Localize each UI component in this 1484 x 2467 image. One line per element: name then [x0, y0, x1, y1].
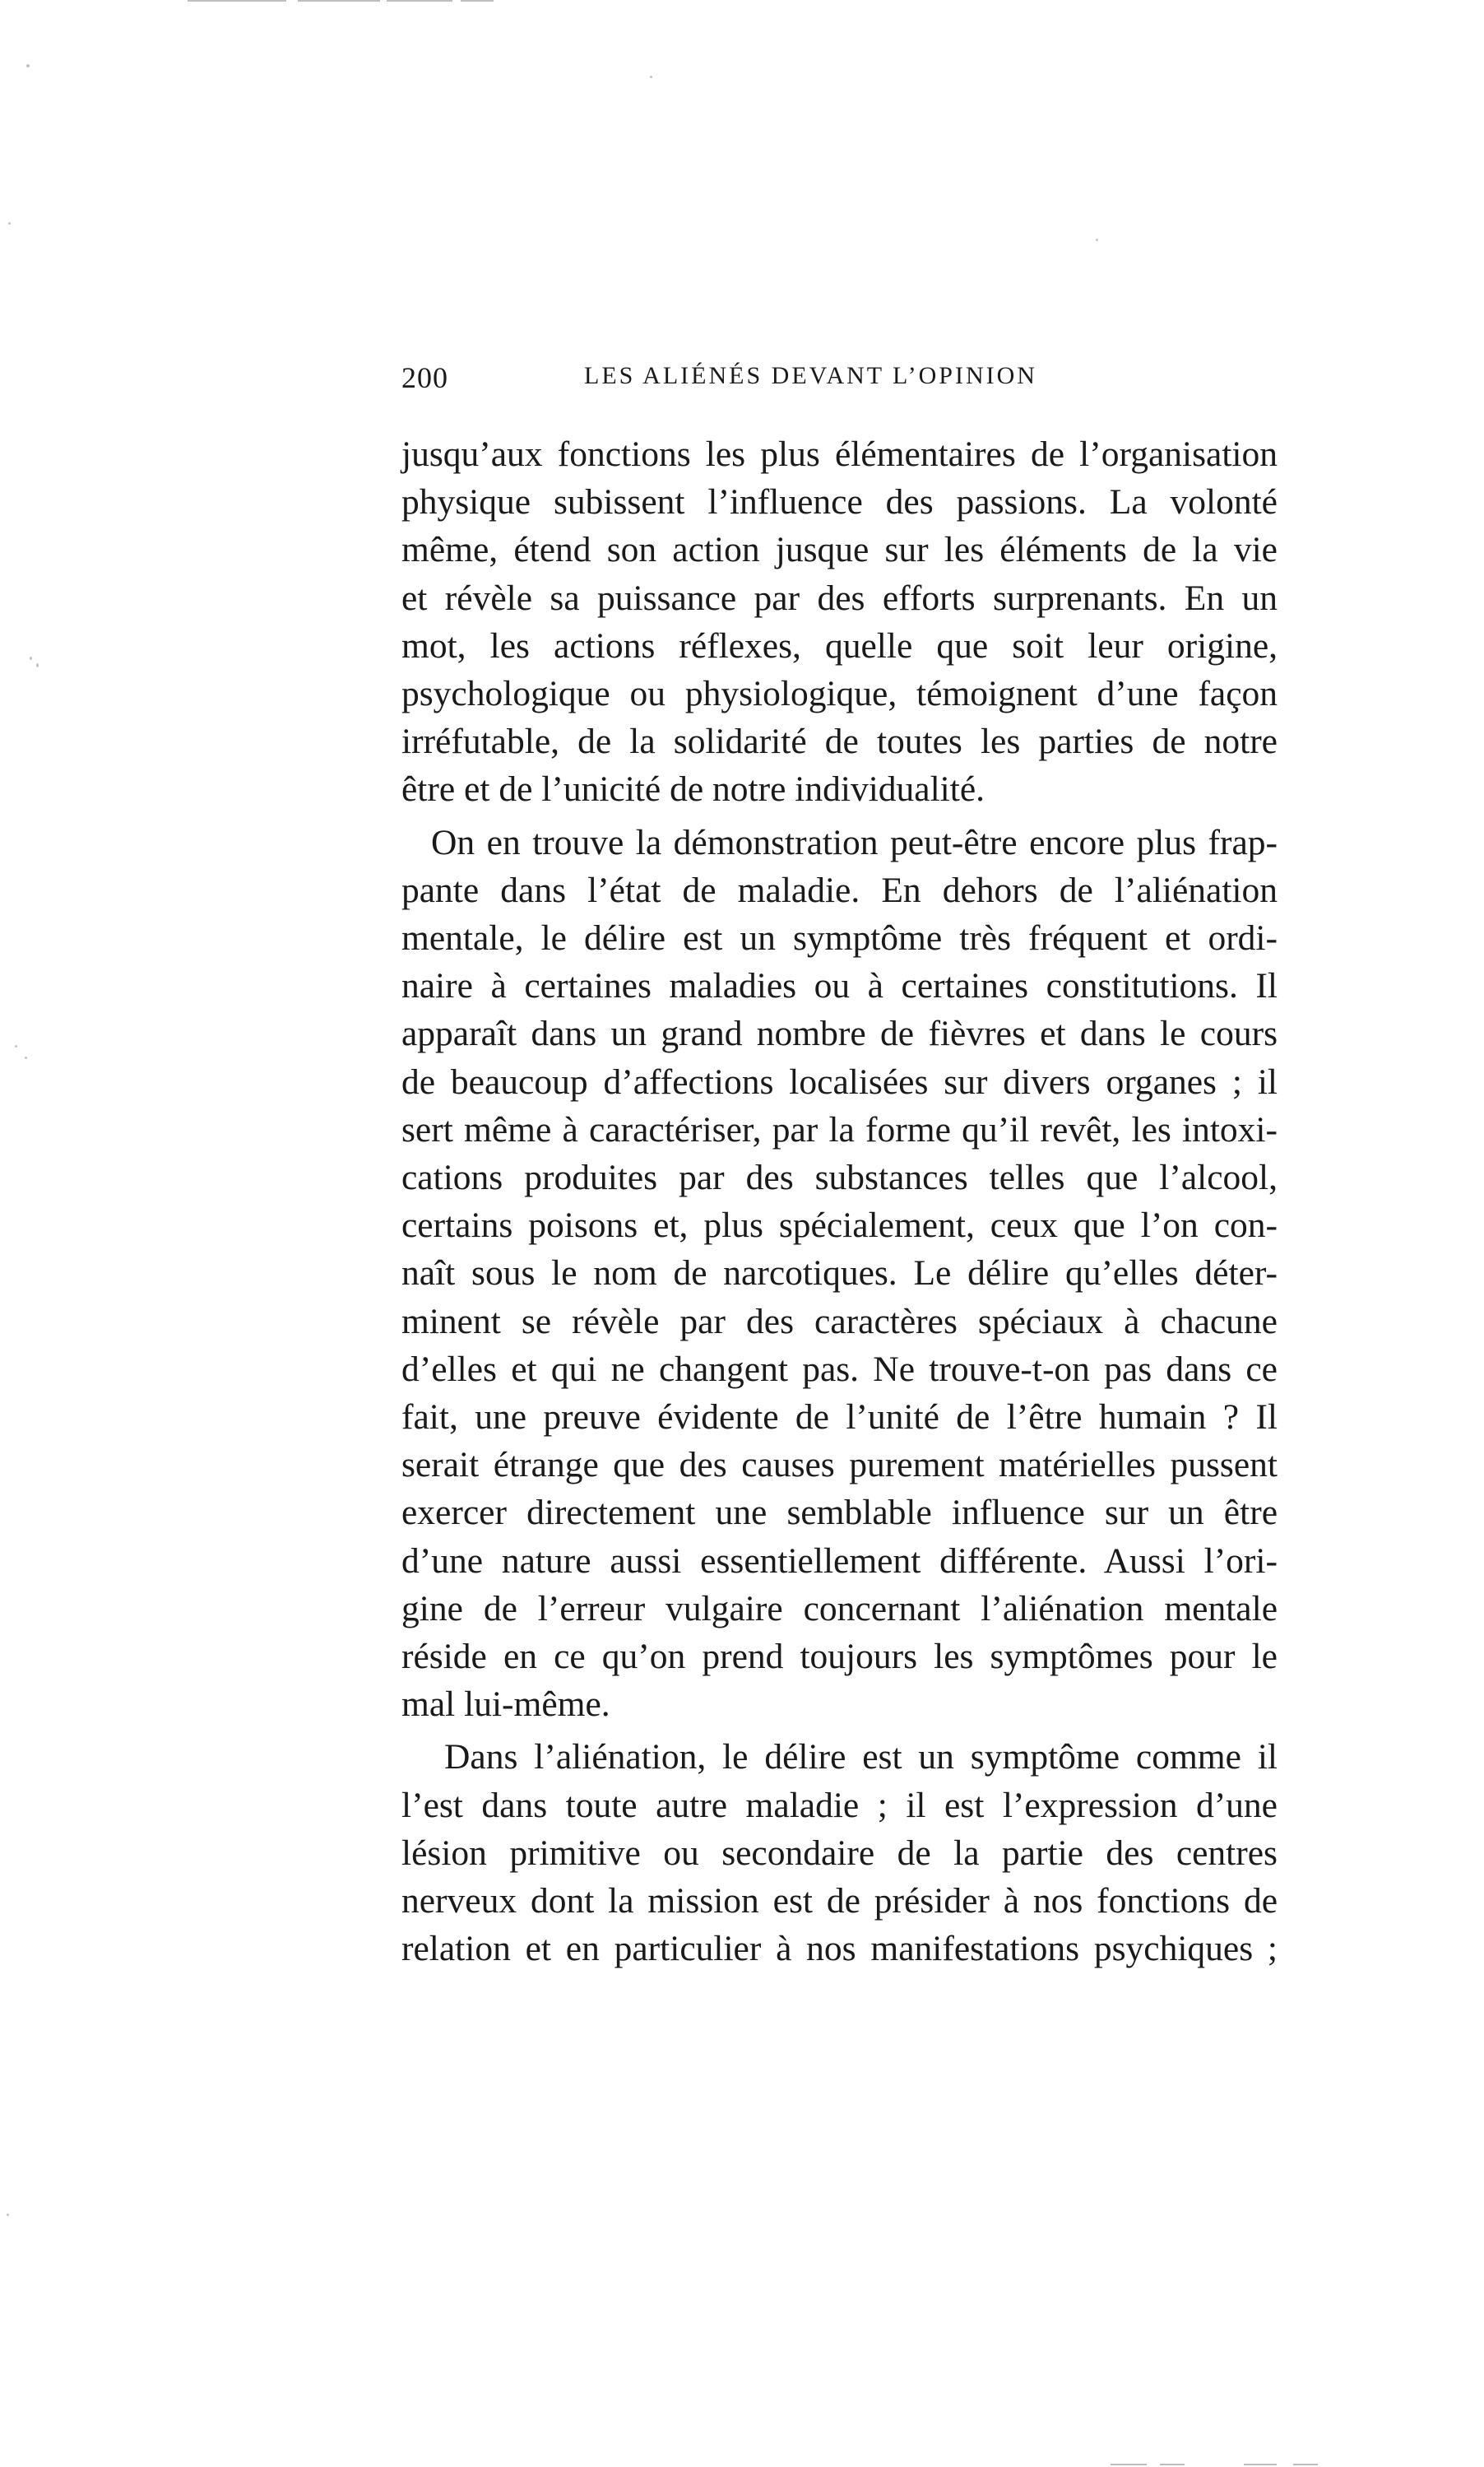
- text-line: même, étend son action jusque sur les éléments de la vie: [401, 530, 1278, 570]
- text-line: d’une nature aussi essentiellement différente. Aussi l’ori-: [401, 1540, 1278, 1581]
- scan-speck: [25, 1057, 27, 1059]
- text-line: lésion primitive ou secondaire de la partie des centres: [401, 1833, 1278, 1873]
- text-line: mentale, le délire est un symptôme très fréquent et ordi-: [401, 918, 1278, 959]
- text-line: cations produites par des substances telles que l’alcool,: [401, 1158, 1278, 1198]
- text-line: minent se révèle par des caractères spéciaux à chacune: [401, 1301, 1278, 1341]
- text-line: naît sous le nom de narcotiques. Le délire qu’elles déter-: [401, 1253, 1278, 1294]
- scan-artifact-bottom-rule: [1244, 2464, 1277, 2465]
- text-line: certains poisons et, plus spécialement, ceux que l’on con-: [401, 1206, 1278, 1246]
- text-line: jusqu’aux fonctions les plus élémentaires de l’organisation: [401, 434, 1278, 474]
- text-line: mal lui-même.: [401, 1684, 610, 1725]
- text-line: gine de l’erreur vulgaire concernant l’aliénation mentale: [401, 1588, 1278, 1628]
- text-line: fait, une preuve évidente de l’unité de l’être humain ? Il: [401, 1397, 1278, 1438]
- paragraph-2: [401, 819, 1278, 1729]
- text-line: irréfutable, de la solidarité de toutes les parties de notre: [401, 722, 1278, 762]
- page-header: [401, 360, 1273, 410]
- text-line: pante dans l’état de maladie. En dehors de l’aliénation: [401, 870, 1278, 910]
- text-line: Dans l’aliénation, le délire est un symptôme comme il: [444, 1737, 1278, 1777]
- text-line: sert même à caractériser, par la forme qu’il revêt, les intoxi-: [401, 1109, 1278, 1150]
- text-line: On en trouve la démonstration peut-être encore plus frap-: [431, 822, 1278, 862]
- scan-artifact-bottom-rule: [1160, 2464, 1185, 2465]
- scan-speck: [30, 657, 32, 660]
- text-line: être et de l’unicité de notre individualité.: [401, 769, 985, 810]
- text-line: et révèle sa puissance par des efforts surprenants. En un: [401, 578, 1278, 618]
- text-line: apparaît dans un grand nombre de fièvres et dans le cours: [401, 1014, 1278, 1054]
- scan-artifact-bottom-rule: [1111, 2464, 1147, 2465]
- text-line: réside en ce qu’on prend toujours les symptômes pour le: [401, 1637, 1278, 1677]
- text-line: physique subissent l’influence des passions. La volonté: [401, 482, 1278, 523]
- paragraph-3: [401, 1733, 1278, 1972]
- paragraph-1: [401, 430, 1278, 814]
- body-text: [401, 430, 1278, 1973]
- text-line: psychologique ou physiologique, témoignent d’une façon: [401, 674, 1278, 714]
- text-line: nerveux dont la mission est de présider à nos fonctions de: [401, 1881, 1278, 1921]
- scan-artifact-top-rule: [387, 0, 452, 2]
- scan-artifact-top-rule: [298, 0, 380, 2]
- scan-artifact-top-rule: [188, 0, 286, 2]
- scan-speck: [650, 76, 652, 78]
- scan-speck: [26, 64, 30, 67]
- text-line: naire à certaines maladies ou à certaines constitutions. Il: [401, 966, 1278, 1006]
- scan-speck: [7, 2214, 9, 2216]
- running-title: LES ALIÉNÉS DEVANT L’OPINION: [584, 362, 1037, 389]
- scan-speck: [15, 1045, 17, 1048]
- text-line: relation et en particulier à nos manifestations psychiques ;: [401, 1929, 1278, 1969]
- page-number: 200: [401, 361, 448, 394]
- scan-speck: [36, 663, 39, 667]
- text-line: de beaucoup d’affections localisées sur divers organes ; il: [401, 1062, 1278, 1102]
- scan-speck: [1096, 239, 1098, 241]
- text-line: exercer directement une semblable influence sur un être: [401, 1493, 1278, 1533]
- text-line: l’est dans toute autre maladie ; il est l’expression d’une: [401, 1785, 1278, 1825]
- scan-artifact-bottom-rule: [1293, 2464, 1318, 2465]
- scan-artifact-top-rule: [461, 0, 494, 2]
- text-line: mot, les actions réflexes, quelle que soit leur origine,: [401, 625, 1278, 666]
- text-line: d’elles et qui ne changent pas. Ne trouve-t-on pas dans ce: [401, 1349, 1278, 1389]
- scan-speck: [8, 222, 11, 225]
- text-line: serait étrange que des causes purement matérielles pussent: [401, 1445, 1278, 1485]
